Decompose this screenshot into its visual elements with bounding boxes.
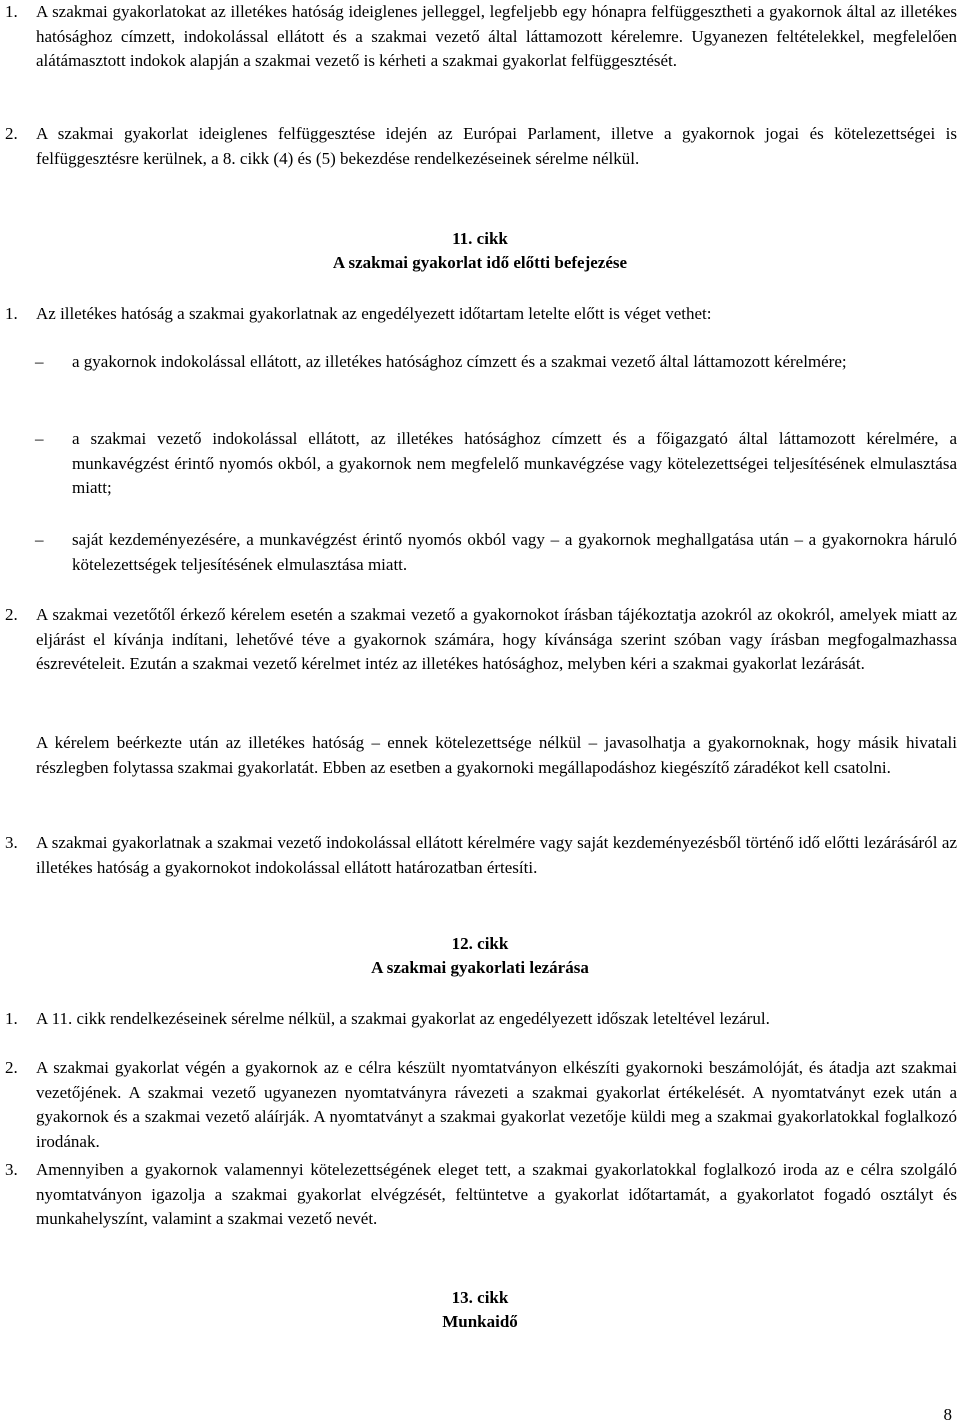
paragraph-number: 2. bbox=[5, 1058, 18, 1077]
paragraph-text: A 11. cikk rendelkezéseinek sérelme nélkül, a szakmai gyakorlat az engedélyezett időszak leteltével lezárul. bbox=[36, 1009, 770, 1028]
list-item bbox=[35, 528, 957, 577]
article-12-title: A szakmai gyakorlati lezárása bbox=[371, 958, 589, 977]
paragraph-number: 1. bbox=[5, 304, 18, 323]
paragraph-text: A szakmai vezetőtől érkező kérelem esetén a szakmai vezető a gyakornokot írásban tájékoztatja azokról az okokról, amelyek miatt az eljárást el kívánja indítani, lehetővé téve a gyakornok számára, hogy kívánsága szerint szóban vagy írásban megfogalmazhassa észrevételeit. Ezután a szakmai vezető kérelmet intéz az illetékes hatósághoz, melyben kéri a szakmai gyakorlat lezárását. bbox=[36, 605, 957, 673]
list-item bbox=[35, 350, 957, 375]
article-11-paragraph-3 bbox=[5, 831, 957, 880]
paragraph-text: Az illetékes hatóság a szakmai gyakorlatnak az engedélyezett időtartam letelte előtt is véget vethet: bbox=[36, 304, 712, 323]
article-10-paragraph-1 bbox=[5, 0, 957, 74]
article-12-number: 12. cikk bbox=[451, 934, 509, 953]
article-11-number: 11. cikk bbox=[452, 229, 508, 248]
paragraph-number: 3. bbox=[5, 833, 18, 852]
dash-bullet-icon: – bbox=[35, 530, 44, 549]
page-number: 8 bbox=[943, 1404, 952, 1424]
list-item-text: saját kezdeményezésére, a munkavégzést érintő nyomós okból vagy – a gyakornok meghallgatása után – a gyakornokra háruló kötelezettségek teljesítésének elmulasztása miatt. bbox=[72, 530, 957, 574]
paragraph-text: A szakmai gyakorlatnak a szakmai vezető indokolással ellátott kérelmére vagy saját kezdeményezésből történő idő előtti lezárásáról az illetékes hatóság a gyakornokot indokolással ellátott határozatban értesíti. bbox=[36, 833, 957, 877]
list-item bbox=[35, 427, 957, 501]
paragraph-number: 1. bbox=[5, 1009, 18, 1028]
article-12-paragraph-3 bbox=[5, 1158, 957, 1232]
paragraph-number: 1. bbox=[5, 2, 18, 21]
paragraph-text: A szakmai gyakorlat végén a gyakornok az e célra készült nyomtatványon elkészíti gyakornoki beszámolóját, és átadja azt szakmai vezetőjének. A szakmai vezető ugyanezen nyomtatványra rávezeti a szakmai gyakorlat értékelését. A nyomtatványt ezek után a gyakornok és a szakmai vezető aláírják. A nyomtatványt a szakmai gyakorlat vezetője küldi meg a szakmai gyakorlatokkal foglalkozó irodának. bbox=[36, 1058, 957, 1151]
article-13-number: 13. cikk bbox=[451, 1288, 509, 1307]
paragraph-number: 2. bbox=[5, 124, 18, 143]
list-item-text: a gyakornok indokolással ellátott, az illetékes hatósághoz címzett és a szakmai vezető által láttamozott kérelmére; bbox=[72, 352, 847, 371]
list-item-text: a szakmai vezető indokolással ellátott, az illetékes hatósághoz címzett és a főigazgató által láttamozott kérelmére, a munkavégzést érintő nyomós okból, a gyakornok nem megfelelő munkavégzése vagy kötelezettségei teljesítésének elmulasztása miatt; bbox=[72, 429, 957, 497]
article-11-title: A szakmai gyakorlat idő előtti befejezése bbox=[332, 253, 628, 272]
article-12-paragraph-2 bbox=[5, 1056, 957, 1154]
dash-bullet-icon: – bbox=[35, 352, 44, 371]
article-11-paragraph-2 bbox=[5, 603, 957, 677]
paragraph-number: 2. bbox=[5, 605, 18, 624]
dash-bullet-icon: – bbox=[35, 429, 44, 448]
paragraph-number: 3. bbox=[5, 1160, 18, 1179]
article-10-paragraph-2 bbox=[5, 122, 957, 171]
article-11-paragraph-1 bbox=[5, 302, 957, 327]
paragraph-text: Amennyiben a gyakornok valamennyi kötelezettségének eleget tett, a szakmai gyakorlatokkal foglalkozó iroda az e célra szolgáló nyomtatványon igazolja a szakmai gyakorlat elvégzését, feltüntetve a gyakorlat időtartamát, a gyakorlatot fogadó osztályt és munkahelyszínt, valamint a szakmai vezető nevét. bbox=[36, 1160, 957, 1228]
paragraph-text: A szakmai gyakorlatokat az illetékes hatóság ideiglenes jelleggel, legfeljebb egy hónapra felfüggesztheti a gyakornok által az illetékes hatósághoz címzett, indokolással ellátott és a szakmai vezető által láttamozott kérelemre. Ugyanezen feltételekkel, megfelelően alátámasztott indokok alapján a szakmai vezető is kérheti a szakmai gyakorlat felfüggesztését. bbox=[36, 2, 957, 70]
article-11-paragraph-2-continuation: A kérelem beérkezte után az illetékes hatóság – ennek kötelezettsége nélkül – javasolhatja a gyakornoknak, hogy másik hivatali részlegben folytassa szakmai gyakorlatát. Ebben az esetben a gyakornoki megállapodáshoz kiegészítő záradékot kell csatolni. bbox=[36, 733, 957, 777]
paragraph-text: A szakmai gyakorlat ideiglenes felfüggesztése idején az Európai Parlament, illetve a gyakornok jogai és kötelezettségei is felfüggesztésre kerülnek, a 8. cikk (4) és (5) bekezdése rendelkezéseinek sérelme nélkül. bbox=[36, 124, 957, 168]
article-13-title: Munkaidő bbox=[442, 1312, 518, 1331]
article-12-paragraph-1 bbox=[5, 1007, 957, 1032]
